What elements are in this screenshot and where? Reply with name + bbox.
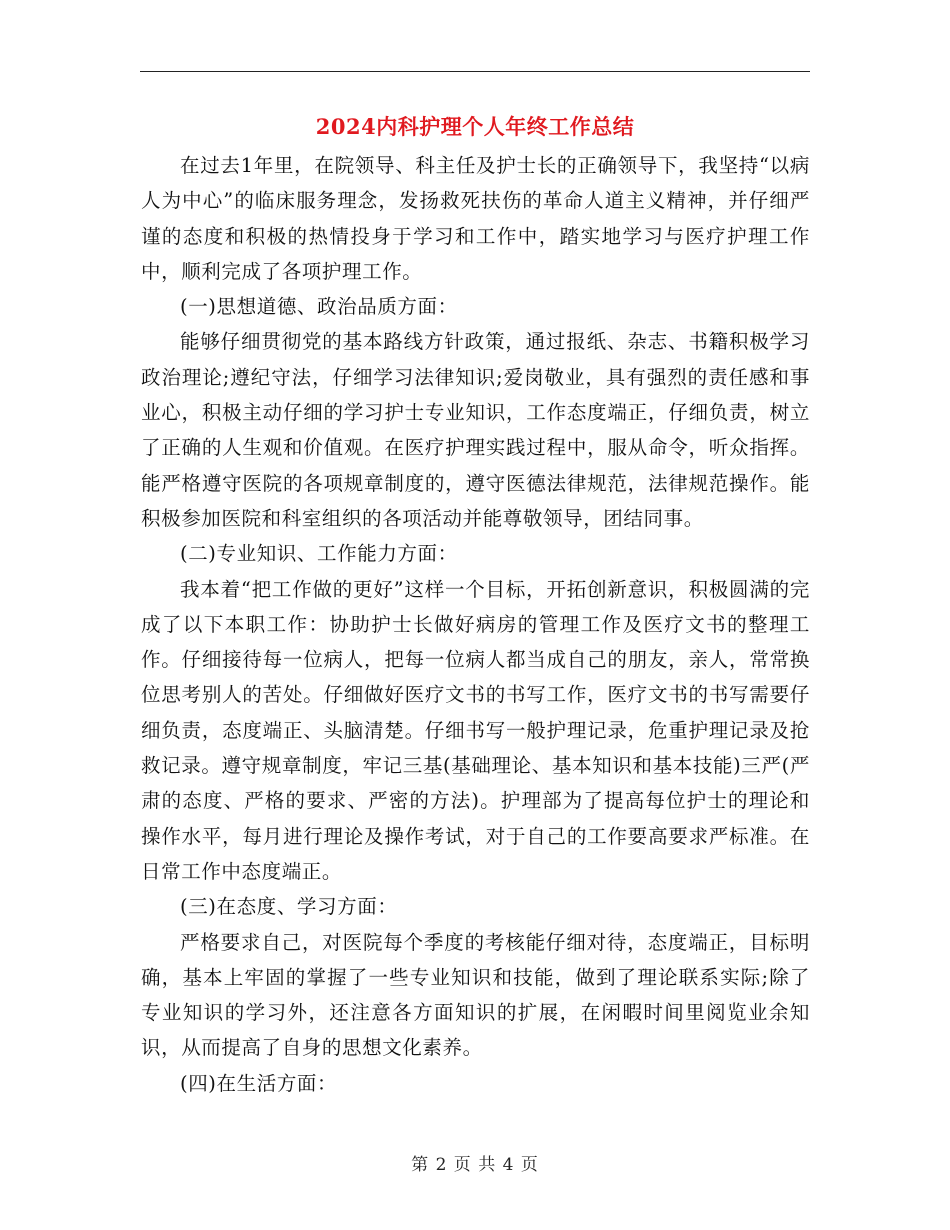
paragraph-section-2: 我本着“把工作做的更好”这样一个目标，开拓创新意识，积极圆满的完成了以下本职工作：协助护士长做好病房的管理工作及医疗文书的整理工作。仔细接待每一位病人，把每一位病人都当成自己的朋友，亲人，常常换位思考别人的苦处。仔细做好医疗文书的书写工作，医疗文书的书写需要仔细负责，态度端正、头脑清楚。仔细书写一般护理记录，危重护理记录及抢救记录。遵守规章制度，牢记三基(基础理论、基本知识和基本技能)三严(严肃的态度、严格的要求、严密的方法)。护理部为了提高每位护士的理论和操作水平，每月进行理论及操作考试，对于自己的工作要高要求严标准。在日常工作中态度端正。 [141, 577, 810, 883]
paragraph-intro: 在过去1年里，在院领导、科主任及护士长的正确领导下，我坚持“以病人为中心”的临床服务理念，发扬救死扶伤的革命人道主义精神，并仔细严谨的态度和积极的热情投身于学习和工作中，踏实地学习与医疗护理工作中，顺利完成了各项护理工作。 [141, 154, 810, 283]
document-body [141, 148, 810, 1101]
section-heading-1: (一)思想道德、政治品质方面： [180, 295, 458, 319]
section-heading-2: (二)专业知识、工作能力方面： [180, 542, 458, 566]
paragraph-section-3: 严格要求自己，对医院每个季度的考核能仔细对待，态度端正，目标明确，基本上牢固的掌握了一些专业知识和技能，做到了理论联系实际;除了专业知识的学习外，还注意各方面知识的扩展，在闲暇时间里阅览业余知识，从而提高了自身的思想文化素养。 [141, 930, 810, 1060]
header-rule [140, 71, 810, 72]
page-title: 2024内科护理个人年终工作总结 [315, 114, 635, 139]
page-footer: 第 2 页 共 4 页 [411, 1155, 539, 1175]
section-heading-4: (四)在生活方面： [180, 1071, 338, 1095]
section-heading-3: (三)在态度、学习方面： [180, 895, 398, 919]
paragraph-section-1: 能够仔细贯彻党的基本路线方针政策，通过报纸、杂志、书籍积极学习政治理论;遵纪守法，仔细学习法律知识;爱岗敬业，具有强烈的责任感和事业心，积极主动仔细的学习护士专业知识，工作态度端正，仔细负责，树立了正确的人生观和价值观。在医疗护理实践过程中，服从命令，听众指挥。能严格遵守医院的各项规章制度的，遵守医德法律规范，法律规范操作。能积极参加医院和科室组织的各项活动并能尊敬领导，团结同事。 [141, 330, 810, 530]
